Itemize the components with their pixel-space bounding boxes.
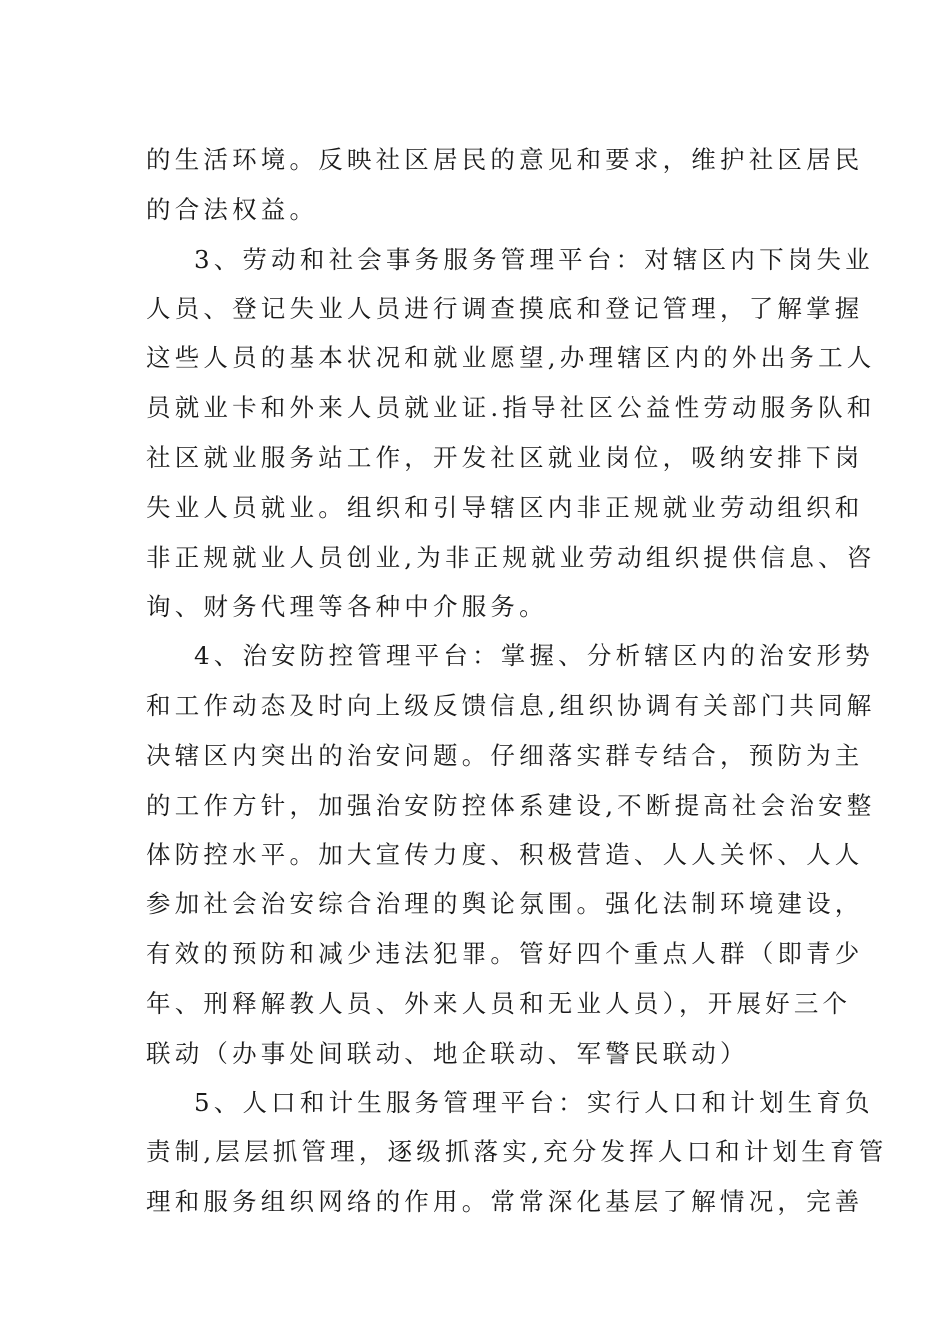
text-line: 联动（办事处间联动、地企联动、军警民联动） <box>146 1039 749 1068</box>
text-line: 人员、登记失业人员进行调查摸底和登记管理，了解掌握 <box>146 294 864 323</box>
text-line: 社区就业服务站工作，开发社区就业岗位，吸纳安排下岗 <box>146 443 864 472</box>
text-line: 非正规就业人员创业,为非正规就业劳动组织提供信息、咨 <box>146 543 876 572</box>
text-line: 的工作方针，加强治安防控体系建设,不断提高社会治安整 <box>146 791 876 820</box>
text-line: 这些人员的基本状况和就业愿望,办理辖区内的外出务工人 <box>146 343 876 372</box>
text-line: 参加社会治安综合治理的舆论氛围。强化法制环境建设， <box>146 889 864 918</box>
paragraph-heading-5: 5、人口和计生服务管理平台：实行人口和计划生育负 <box>194 1088 874 1117</box>
text-line: 和工作动态及时向上级反馈信息,组织协调有关部门共同解 <box>146 691 876 720</box>
text-line: 的生活环境。反映社区居民的意见和要求，维护社区居民 <box>146 145 864 174</box>
text-line: 理和服务组织网络的作用。常常深化基层了解情况，完善 <box>146 1187 864 1216</box>
text-line: 决辖区内突出的治安问题。仔细落实群专结合，预防为主 <box>146 741 864 770</box>
text-line: 询、财务代理等各种中介服务。 <box>146 592 548 621</box>
text-line: 体防控水平。加大宣传力度、积极营造、人人关怀、人人 <box>146 840 864 869</box>
text-line: 责制,层层抓管理，逐级抓落实,充分发挥人口和计划生育管 <box>146 1137 888 1166</box>
text-line: 的合法权益。 <box>146 195 319 224</box>
text-line: 失业人员就业。组织和引导辖区内非正规就业劳动组织和 <box>146 493 864 522</box>
paragraph-heading-4: 4、治安防控管理平台：掌握、分析辖区内的治安形势 <box>194 641 874 670</box>
text-line: 员就业卡和外来人员就业证.指导社区公益性劳动服务队和 <box>146 393 876 422</box>
text-line: 有效的预防和减少违法犯罪。管好四个重点人群（即青少 <box>146 939 864 968</box>
paragraph-heading-3: 3、劳动和社会事务服务管理平台：对辖区内下岗失业 <box>194 245 874 274</box>
text-line: 年、刑释解教人员、外来人员和无业人员），开展好三个 <box>146 989 852 1018</box>
